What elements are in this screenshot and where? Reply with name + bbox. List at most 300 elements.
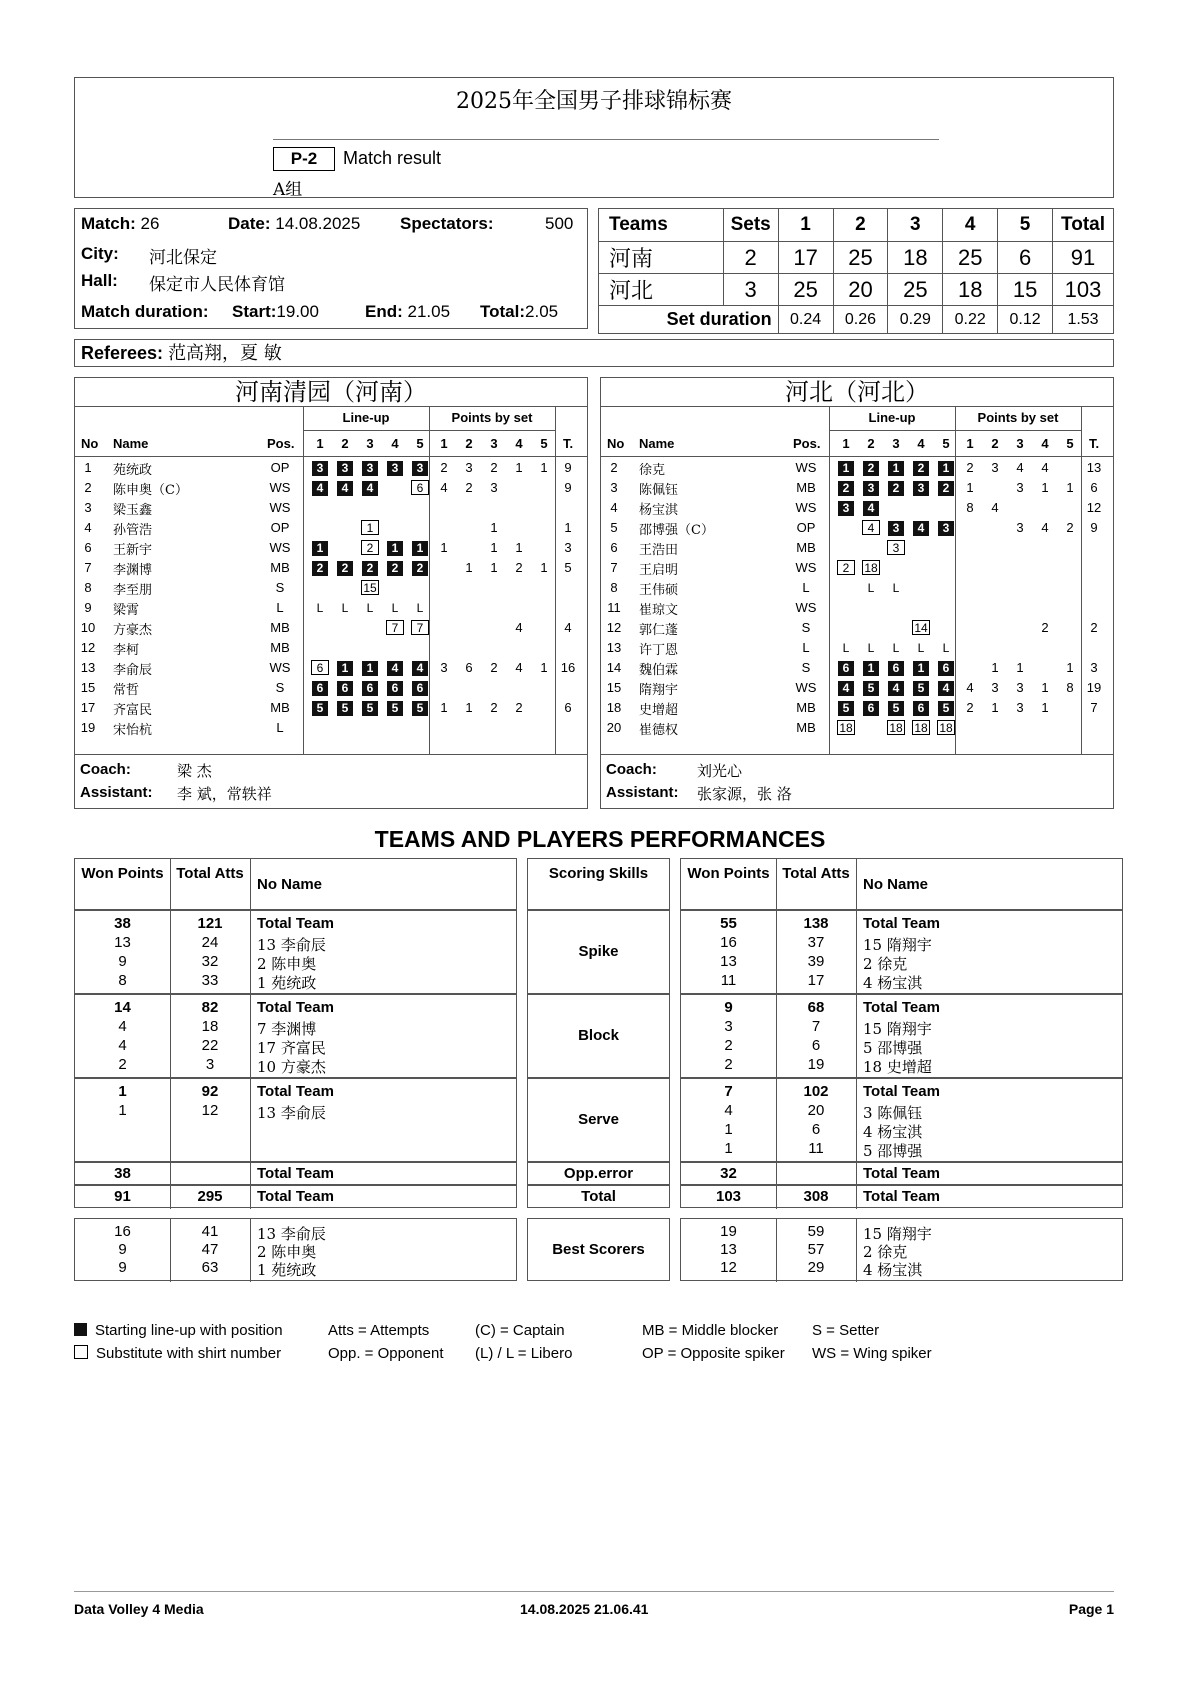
lineup-cell bbox=[910, 640, 932, 656]
player-label: 15 隋翔宇 bbox=[863, 936, 932, 954]
starting-position-badge: 5 bbox=[838, 701, 854, 716]
perf-section-skill bbox=[527, 994, 670, 1078]
won-points: 1 bbox=[118, 1083, 127, 1100]
column-divider bbox=[250, 995, 251, 1079]
player-label: 15 隋翔宇 bbox=[863, 1225, 932, 1243]
player-total-points: 9 bbox=[564, 460, 572, 475]
perf-opp-skill bbox=[527, 1162, 670, 1185]
player-label: Total Team bbox=[257, 1188, 334, 1205]
starting-position-badge: 2 bbox=[938, 481, 954, 496]
lineup-cell bbox=[860, 500, 882, 516]
player-row bbox=[601, 698, 1113, 718]
starting-position-badge: 3 bbox=[913, 481, 929, 496]
player-label: 2 徐克 bbox=[863, 1243, 908, 1261]
player-label: Total Team bbox=[863, 1165, 940, 1182]
lineup-cell bbox=[384, 460, 406, 476]
won-points: 1 bbox=[118, 1102, 127, 1119]
player-position: WS bbox=[795, 460, 817, 475]
player-name: 隋翔宇 bbox=[639, 683, 679, 698]
skill-label: Best Scorers bbox=[552, 1241, 645, 1258]
lineup-cell bbox=[309, 700, 331, 716]
player-row bbox=[601, 518, 1113, 538]
column-divider bbox=[856, 1079, 857, 1163]
lineup-set-header: 2 bbox=[867, 436, 875, 451]
score-team-name: 河南 bbox=[599, 242, 724, 274]
player-name: 李至朋 bbox=[113, 583, 153, 598]
won-points: 91 bbox=[114, 1188, 131, 1205]
column-divider bbox=[776, 859, 777, 911]
lineup-cell bbox=[860, 660, 882, 676]
score-header-set1: 1 bbox=[778, 209, 833, 242]
coach-label: Coach: bbox=[80, 761, 131, 778]
lineup-set-header: 1 bbox=[842, 436, 850, 451]
set-points: 4 bbox=[515, 660, 523, 675]
lineup-cell bbox=[409, 460, 431, 476]
document-header bbox=[74, 77, 1114, 198]
roster-header bbox=[75, 406, 587, 457]
player-number: 14 bbox=[606, 660, 622, 675]
player-position: L bbox=[276, 600, 284, 615]
player-position: WS bbox=[269, 480, 291, 495]
score-set: 6 bbox=[998, 242, 1053, 274]
player-name: 杨宝淇 bbox=[639, 503, 679, 518]
player-name: 李俞辰 bbox=[113, 663, 153, 678]
referees-label: Referees: bbox=[81, 343, 164, 363]
starting-lineup-swatch-icon bbox=[74, 1323, 87, 1336]
column-divider bbox=[429, 406, 430, 754]
substitute-badge: 4 bbox=[862, 520, 880, 535]
player-row bbox=[75, 538, 587, 558]
player-row bbox=[601, 538, 1113, 558]
player-position: MB bbox=[270, 560, 290, 575]
lineup-set-header: 4 bbox=[391, 436, 399, 451]
column-divider bbox=[303, 406, 304, 754]
match-label: Match: bbox=[81, 214, 136, 233]
lineup-cell bbox=[935, 480, 957, 496]
set-points: 2 bbox=[440, 460, 448, 475]
best-scorers-label-box bbox=[527, 1218, 670, 1281]
player-label: 2 徐克 bbox=[863, 955, 908, 973]
city-value: 河北保定 bbox=[149, 248, 217, 268]
lineup-cell bbox=[835, 720, 857, 735]
column-divider bbox=[856, 859, 857, 911]
points-set-header: 2 bbox=[991, 436, 999, 451]
total-atts: 41 bbox=[201, 1223, 219, 1240]
set-points: 6 bbox=[465, 660, 473, 675]
player-label: Total Team bbox=[257, 1165, 334, 1182]
lineup-cell bbox=[309, 680, 331, 696]
column-divider bbox=[250, 1219, 251, 1282]
starting-position-badge: 5 bbox=[337, 701, 353, 716]
player-label: 5 邵博强 bbox=[863, 1039, 923, 1057]
player-number: 3 bbox=[84, 500, 92, 515]
roster-header bbox=[601, 406, 1113, 457]
player-label: 2 陈申奥 bbox=[257, 1243, 317, 1261]
column-divider bbox=[250, 859, 251, 911]
player-label: 1 苑统政 bbox=[257, 974, 317, 992]
total-atts: 47 bbox=[201, 1241, 219, 1258]
column-divider bbox=[250, 1079, 251, 1163]
starting-position-badge: 1 bbox=[938, 461, 954, 476]
total-atts: 63 bbox=[201, 1259, 219, 1276]
player-row bbox=[601, 558, 1113, 578]
set-points: 3 bbox=[440, 660, 448, 675]
player-name: 李渊博 bbox=[113, 563, 153, 578]
lineup-cell bbox=[860, 460, 882, 476]
set-points: 3 bbox=[1016, 680, 1024, 695]
starting-position-badge: 1 bbox=[863, 661, 879, 676]
footer-divider bbox=[74, 1591, 1114, 1592]
total-atts: 121 bbox=[197, 915, 223, 932]
total-atts: 295 bbox=[197, 1188, 223, 1205]
total-atts: 3 bbox=[205, 1056, 215, 1073]
player-label: 5 邵博强 bbox=[863, 1142, 923, 1160]
assistant-names: 张家源，张 洛 bbox=[697, 785, 792, 803]
perf-section-skill bbox=[527, 910, 670, 994]
player-row bbox=[601, 678, 1113, 698]
substitute-swatch-icon bbox=[74, 1345, 88, 1359]
lineup-cell bbox=[910, 480, 932, 496]
set-duration-row bbox=[599, 306, 1114, 334]
starting-position-badge: 3 bbox=[412, 461, 428, 476]
starting-position-badge: 6 bbox=[312, 681, 328, 696]
player-total-points: 12 bbox=[1086, 500, 1102, 515]
lineup-cell bbox=[835, 700, 857, 716]
lineup-cell bbox=[359, 460, 381, 476]
assistant-label: Assistant: bbox=[80, 784, 153, 801]
page-code: P-2 bbox=[273, 147, 335, 171]
libero-mark: L bbox=[867, 641, 875, 655]
starting-position-badge: 2 bbox=[412, 561, 428, 576]
starting-position-badge: 4 bbox=[362, 481, 378, 496]
lineup-cell bbox=[359, 600, 381, 616]
legend-ws: WS = Wing spiker bbox=[812, 1345, 932, 1362]
coach-name: 刘光心 bbox=[697, 762, 743, 780]
pos-header: Pos. bbox=[793, 436, 821, 451]
best-scorers-a bbox=[74, 1218, 517, 1281]
hall-value: 保定市人民体育馆 bbox=[149, 275, 285, 295]
won-points: 13 bbox=[720, 1241, 737, 1258]
starting-position-badge: 4 bbox=[913, 521, 929, 536]
lineup-cell bbox=[409, 480, 431, 495]
won-points: 9 bbox=[118, 1259, 127, 1276]
column-divider bbox=[829, 406, 830, 754]
date-label: Date: bbox=[228, 214, 271, 233]
set-points: 1 bbox=[991, 700, 999, 715]
column-divider bbox=[856, 911, 857, 995]
won-points: 12 bbox=[720, 1259, 737, 1276]
won-points: 9 bbox=[724, 999, 733, 1016]
points-set-header: 5 bbox=[1066, 436, 1074, 451]
player-number: 8 bbox=[84, 580, 92, 595]
score-team-name: 河北 bbox=[599, 274, 724, 306]
total-atts: 33 bbox=[201, 972, 219, 989]
start-time: 19.00 bbox=[276, 302, 319, 321]
player-label: Total Team bbox=[257, 999, 334, 1016]
set-duration-label: Set duration bbox=[599, 306, 779, 334]
player-total-points: 9 bbox=[1090, 520, 1098, 535]
player-label: Total Team bbox=[863, 915, 940, 932]
won-points: 9 bbox=[118, 953, 127, 970]
lineup-cell bbox=[409, 560, 431, 576]
player-name: 王浩田 bbox=[639, 543, 679, 558]
lineup-cell bbox=[359, 700, 381, 716]
total-atts: 17 bbox=[807, 972, 825, 989]
perf-section-left bbox=[74, 994, 517, 1078]
player-number: 11 bbox=[607, 600, 621, 615]
score-set: 25 bbox=[778, 274, 833, 306]
player-number: 13 bbox=[80, 660, 96, 675]
set-points: 2 bbox=[490, 700, 498, 715]
set-points: 3 bbox=[490, 480, 498, 495]
starting-position-badge: 2 bbox=[888, 481, 904, 496]
starting-position-badge: 4 bbox=[312, 481, 328, 496]
player-name: 齐富民 bbox=[113, 703, 153, 718]
lineup-cell bbox=[860, 640, 882, 656]
legend-atts: Atts = Attempts bbox=[328, 1322, 430, 1339]
player-position: OP bbox=[270, 460, 290, 475]
total-atts-header: Total Atts bbox=[782, 865, 850, 882]
player-name: 王新宇 bbox=[113, 543, 153, 558]
starting-position-badge: 5 bbox=[863, 681, 879, 696]
starting-position-badge: 4 bbox=[387, 661, 403, 676]
match-info bbox=[74, 208, 588, 329]
lineup-cell bbox=[835, 500, 857, 516]
won-points: 14 bbox=[114, 999, 131, 1016]
score-header-set5: 5 bbox=[998, 209, 1053, 242]
coach-name: 梁 杰 bbox=[177, 762, 212, 780]
starting-position-badge: 1 bbox=[412, 541, 428, 556]
points-set-header: 4 bbox=[515, 436, 523, 451]
starting-position-badge: 1 bbox=[838, 461, 854, 476]
skill-label: Total bbox=[581, 1188, 616, 1205]
score-set: 20 bbox=[833, 274, 888, 306]
player-name: 王伟硕 bbox=[639, 583, 679, 598]
player-total-points: 4 bbox=[564, 620, 572, 635]
column-divider bbox=[250, 1163, 251, 1186]
lineup-cell bbox=[860, 520, 882, 535]
substitute-badge: 2 bbox=[361, 540, 379, 555]
starting-position-badge: 5 bbox=[412, 701, 428, 716]
footer-page: Page 1 bbox=[1068, 1601, 1114, 1617]
points-by-set-header: Points by set bbox=[955, 406, 1081, 431]
starting-position-badge: 1 bbox=[362, 661, 378, 676]
lineup-cell bbox=[359, 660, 381, 676]
set-points: 3 bbox=[465, 460, 473, 475]
points-set-header: 3 bbox=[1016, 436, 1024, 451]
player-label: Total Team bbox=[257, 915, 334, 932]
starting-position-badge: 5 bbox=[362, 701, 378, 716]
set-duration: 0.24 bbox=[778, 306, 833, 334]
libero-mark: L bbox=[842, 641, 850, 655]
lineup-cell bbox=[409, 680, 431, 696]
substitute-badge: 18 bbox=[937, 720, 955, 735]
player-number: 2 bbox=[84, 480, 92, 495]
score-total: 103 bbox=[1053, 274, 1114, 306]
player-number: 12 bbox=[80, 640, 96, 655]
lineup-cell bbox=[384, 560, 406, 576]
lineup-cell bbox=[885, 580, 907, 596]
assistant-label: Assistant: bbox=[606, 784, 679, 801]
total-atts: 39 bbox=[807, 953, 825, 970]
scoring-skills-header: Scoring Skills bbox=[548, 865, 649, 882]
lineup-cell bbox=[885, 640, 907, 656]
substitute-badge: 7 bbox=[386, 620, 404, 635]
lineup-cell bbox=[885, 520, 907, 536]
set-duration: 0.26 bbox=[833, 306, 888, 334]
starting-position-badge: 6 bbox=[412, 681, 428, 696]
player-total-points: 13 bbox=[1086, 460, 1102, 475]
player-number: 8 bbox=[610, 580, 618, 595]
spectators-label: Spectators: bbox=[400, 214, 494, 233]
player-row bbox=[75, 518, 587, 538]
player-name: 崔德权 bbox=[639, 723, 679, 738]
player-label: 4 杨宝淇 bbox=[863, 1261, 923, 1279]
perf-total-skill bbox=[527, 1185, 670, 1208]
lineup-cell bbox=[835, 480, 857, 496]
lineup-set-header: 2 bbox=[341, 436, 349, 451]
lineup-cell bbox=[409, 660, 431, 676]
starting-position-badge: 5 bbox=[938, 701, 954, 716]
player-position: WS bbox=[795, 560, 817, 575]
starting-position-badge: 6 bbox=[362, 681, 378, 696]
total-header: T. bbox=[1088, 436, 1100, 451]
match-date: 14.08.2025 bbox=[275, 214, 361, 233]
lineup-cell bbox=[334, 660, 356, 676]
legend-captain: (C) = Captain bbox=[475, 1322, 565, 1339]
player-row bbox=[75, 718, 587, 738]
player-label: 1 苑统政 bbox=[257, 1261, 317, 1279]
lineup-cell bbox=[359, 540, 381, 555]
perf-opp-b bbox=[680, 1162, 1123, 1185]
lineup-cell bbox=[334, 460, 356, 476]
lineup-cell bbox=[359, 520, 381, 535]
score-header-total: Total bbox=[1053, 209, 1114, 242]
lineup-cell bbox=[309, 460, 331, 476]
lineup-cell bbox=[860, 560, 882, 575]
score-sets: 3 bbox=[723, 274, 778, 306]
player-position: WS bbox=[269, 660, 291, 675]
column-divider bbox=[250, 911, 251, 995]
set-points: 2 bbox=[966, 700, 974, 715]
score-row bbox=[599, 242, 1114, 274]
substitute-badge: 18 bbox=[837, 720, 855, 735]
team-a-roster bbox=[74, 377, 588, 809]
starting-position-badge: 3 bbox=[863, 481, 879, 496]
no-header: No bbox=[81, 436, 99, 451]
name-header: Name bbox=[639, 436, 675, 451]
lineup-cell bbox=[885, 720, 907, 735]
substitute-badge: 18 bbox=[862, 560, 880, 575]
column-divider bbox=[1081, 406, 1082, 754]
set-duration: 0.29 bbox=[888, 306, 943, 334]
total-atts: 37 bbox=[807, 934, 825, 951]
player-position: S bbox=[801, 620, 811, 635]
player-number: 7 bbox=[84, 560, 92, 575]
libero-mark: L bbox=[416, 601, 424, 615]
set-duration-total: 1.53 bbox=[1053, 306, 1114, 334]
player-number: 6 bbox=[610, 540, 618, 555]
set-points: 3 bbox=[991, 680, 999, 695]
won-points: 7 bbox=[724, 1083, 733, 1100]
team-b-coaches bbox=[601, 754, 1113, 811]
set-points: 1 bbox=[991, 660, 999, 675]
starting-position-badge: 5 bbox=[888, 701, 904, 716]
won-points: 55 bbox=[720, 915, 737, 932]
set-points: 2 bbox=[515, 700, 523, 715]
won-points: 1 bbox=[724, 1140, 733, 1157]
starting-position-badge: 3 bbox=[938, 521, 954, 536]
set-points: 2 bbox=[1066, 520, 1074, 535]
starting-position-badge: 2 bbox=[838, 481, 854, 496]
total-atts: 59 bbox=[807, 1223, 825, 1240]
player-label: 3 陈佩钰 bbox=[863, 1104, 923, 1122]
set-points: 4 bbox=[1041, 460, 1049, 475]
team-b-name: 河北（河北） bbox=[601, 378, 1113, 407]
total-label: Total: bbox=[480, 302, 526, 321]
lineup-cell bbox=[860, 580, 882, 596]
starting-position-badge: 2 bbox=[312, 561, 328, 576]
lineup-cell bbox=[835, 460, 857, 476]
player-position: MB bbox=[796, 480, 816, 495]
lineup-cell bbox=[935, 660, 957, 676]
player-label: Total Team bbox=[257, 1083, 334, 1100]
score-set: 17 bbox=[778, 242, 833, 274]
lineup-set-header: 5 bbox=[942, 436, 950, 451]
skill-label: Serve bbox=[578, 1111, 619, 1128]
player-name: 郭仁蓬 bbox=[639, 623, 679, 638]
substitute-badge: 6 bbox=[411, 480, 429, 495]
total-atts: 18 bbox=[201, 1018, 219, 1035]
column-divider bbox=[856, 1219, 857, 1282]
perf-total-a bbox=[74, 1185, 517, 1208]
player-number: 20 bbox=[606, 720, 622, 735]
lineup-cell bbox=[860, 680, 882, 696]
lineup-cell bbox=[384, 540, 406, 556]
lineup-cell bbox=[309, 540, 331, 556]
skill-label: Block bbox=[578, 1027, 619, 1044]
substitute-badge: 14 bbox=[912, 620, 930, 635]
lineup-cell bbox=[910, 520, 932, 536]
score-set: 18 bbox=[888, 242, 943, 274]
player-label: Total Team bbox=[863, 1188, 940, 1205]
perf-header-right bbox=[680, 858, 1123, 910]
player-label: Total Team bbox=[863, 999, 940, 1016]
points-by-set-header: Points by set bbox=[429, 406, 555, 431]
end-time: 21.05 bbox=[407, 302, 451, 321]
total-atts: 102 bbox=[803, 1083, 829, 1100]
player-row bbox=[601, 498, 1113, 518]
lineup-cell bbox=[409, 620, 431, 635]
lineup-cell bbox=[359, 560, 381, 576]
substitute-badge: 15 bbox=[361, 580, 379, 595]
lineup-cell bbox=[309, 480, 331, 496]
referees-names: 范高翔，夏 敏 bbox=[168, 343, 282, 364]
libero-mark: L bbox=[892, 641, 900, 655]
player-name: 崔琼文 bbox=[639, 603, 679, 618]
substitute-badge: 6 bbox=[311, 660, 329, 675]
starting-position-badge: 1 bbox=[337, 661, 353, 676]
lineup-cell bbox=[910, 660, 932, 676]
starting-position-badge: 3 bbox=[337, 461, 353, 476]
start-label: Start: bbox=[232, 302, 277, 321]
lineup-cell bbox=[309, 660, 331, 675]
lineup-cell bbox=[384, 700, 406, 716]
total-atts: 19 bbox=[807, 1056, 825, 1073]
spectators-count: 500 bbox=[545, 214, 574, 233]
column-divider bbox=[250, 1186, 251, 1209]
substitute-badge: 18 bbox=[887, 720, 905, 735]
